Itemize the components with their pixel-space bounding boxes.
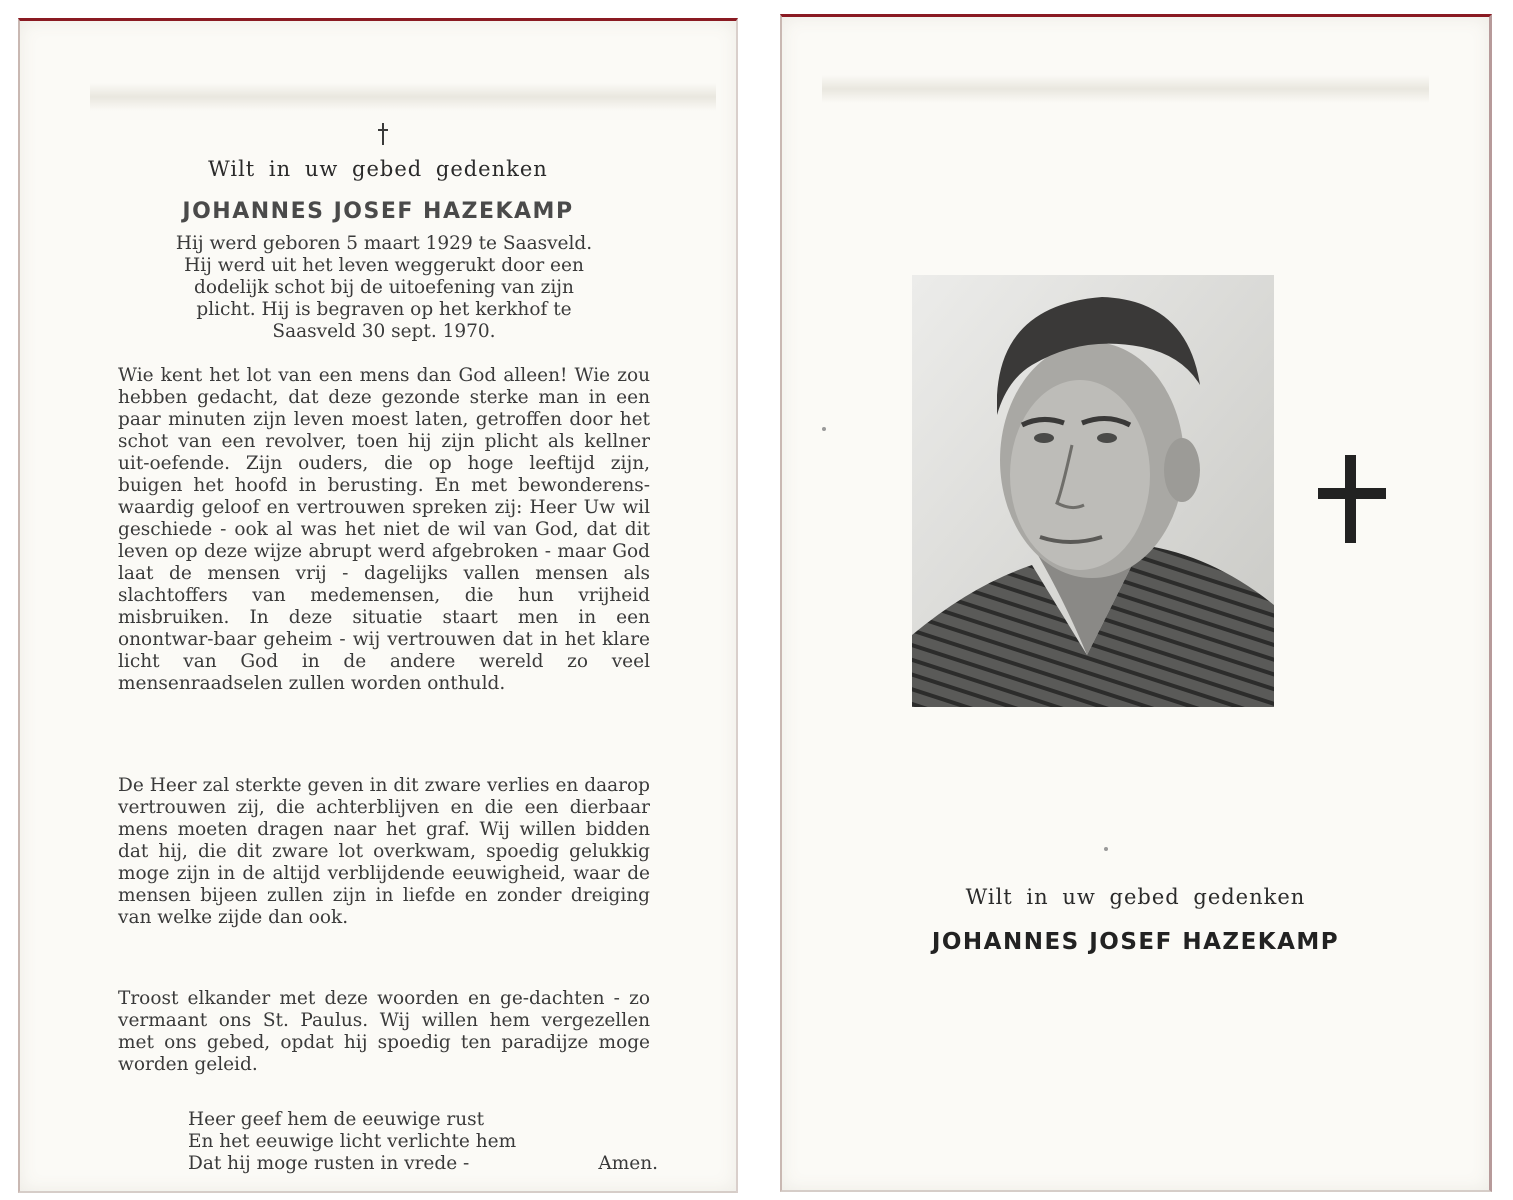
paper-fold (822, 75, 1429, 103)
notice-line: Hij werd uit het leven weggerukt door een (184, 255, 584, 276)
prayer-line (188, 1153, 658, 1175)
cross-icon (378, 123, 388, 145)
prayer-card-back (18, 18, 738, 1193)
prayer-card-front (780, 14, 1492, 1192)
memorial-paragraph (118, 988, 650, 1076)
prayer-amen: Amen. (598, 1153, 658, 1174)
portrait-illustration (912, 275, 1274, 707)
prayer-line: En het eeuwige licht verlichte hem (188, 1131, 517, 1152)
prayer-line-text: Dat hij moge rusten in vrede - (188, 1153, 470, 1174)
cross-icon (1318, 455, 1386, 543)
paper-fold (90, 83, 716, 111)
notice-line: Saasveld 30 sept. 1970. (272, 321, 496, 342)
paragraph-text: Troost elkander met deze woorden en ge-dachten - zo vermaant ons St. Paulus. Wij willen hem vergezellen met ons gebed, opdat hij spoedig ten paradijze moge worden geleid. (118, 988, 650, 1075)
portrait-photo (912, 275, 1274, 707)
deceased-name: JOHANNES JOSEF HAZEKAMP (182, 199, 574, 224)
notice-line: Hij werd geboren 5 maart 1929 te Saasveld. (175, 233, 593, 254)
intro-text: Wilt in uw gebed gedenken (965, 885, 1306, 909)
prayer-line: Heer geef hem de eeuwige rust (188, 1109, 485, 1130)
memorial-paragraph (118, 775, 650, 929)
birth-death-notice (118, 233, 650, 343)
notice-line: dodelijk schot bij de uitoefening van zijn (194, 277, 574, 298)
memorial-paragraph (118, 365, 650, 695)
paragraph-text: De Heer zal sterkte geven in dit zware verlies en daarop vertrouwen zij, die achterblijven en die een dierbaar mens moeten dragen naar het graf. Wij willen bidden dat hij, die dit zware lot overkwam, spoedig gelukkig moge zijn in de altijd verblijdende eeuwigheid, waar de mensen bijeen zullen zijn in liefde en zonder dreiging van welke zijde dan ook. (118, 775, 650, 928)
deceased-name: JOHANNES JOSEF HAZEKAMP (931, 929, 1340, 955)
paper-speck (822, 427, 826, 431)
paragraph-text: Wie kent het lot van een mens dan God alleen! Wie zou hebben gedacht, dat deze gezonde sterke man in een paar minuten zijn leven moest laten, getroffen door het schot van een revolver, toen hij zijn plicht als kellner uit-oefende. Zijn ouders, die op hoge leeftijd zijn, buigen het hoofd in berusting. En met bewonderens-waardig geloof en vertrouwen spreken zij: Heer Uw wil geschiede - ook al was het niet de wil van God, dat dit leven op deze wijze abrupt werd afgebroken - maar God laat de mensen vrij - dagelijks vallen mensen als slachtoffers van medemensen, die hun vrijheid misbruiken. In deze situatie staart men in een onontwar-baar geheim - wij vertrouwen dat in het klare licht van God in de andere wereld zo veel mensenraadselen zullen worden onthuld. (118, 365, 650, 694)
intro-text: Wilt in uw gebed gedenken (208, 157, 548, 181)
notice-line: plicht. Hij is begraven op het kerkhof te (196, 299, 572, 320)
paper-speck (1104, 847, 1108, 851)
closing-prayer (188, 1109, 658, 1175)
